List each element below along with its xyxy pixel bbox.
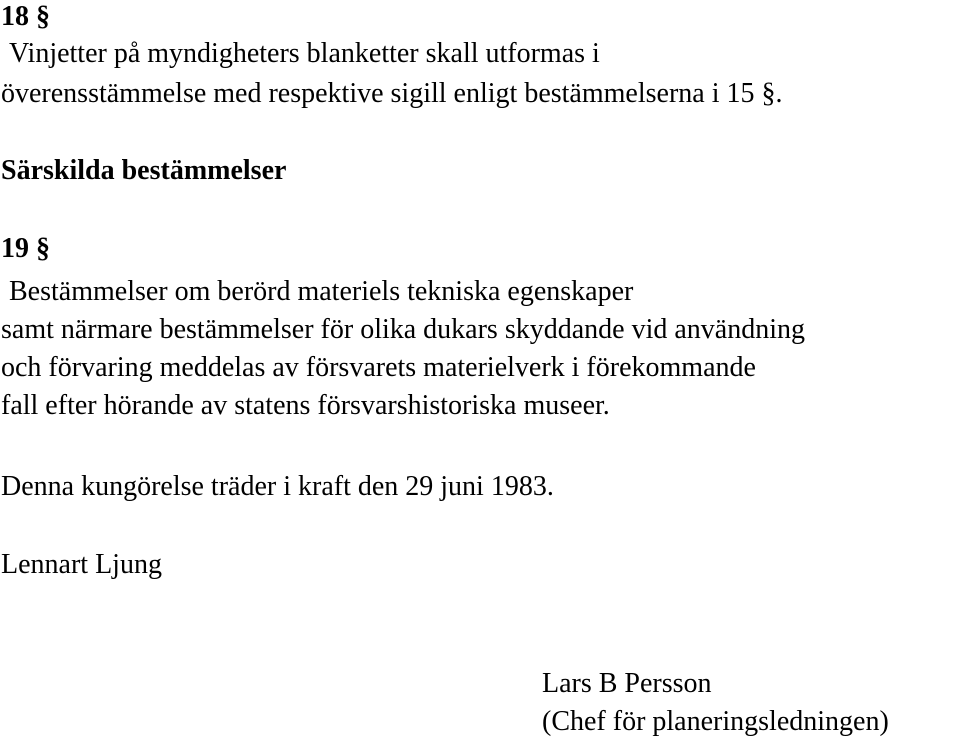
section-18-line-2: överensstämmelse med respektive sigill enligt bestämmelserna i 15 §. (1, 78, 783, 109)
signature-secondary-title: (Chef för planeringsledningen) (542, 706, 889, 737)
section-19-line-1: Bestämmelser om berörd materiels tekniska egenskaper (9, 276, 634, 307)
section-19-line-4: fall efter hörande av statens försvarshistoriska museer. (1, 390, 610, 421)
section-18-line-1: Vinjetter på myndigheters blanketter skall utformas i (9, 38, 600, 69)
section-18-heading: 18 § (1, 1, 50, 32)
effective-date-statement: Denna kungörelse träder i kraft den 29 juni 1983. (1, 471, 554, 502)
section-19-line-3: och förvaring meddelas av försvarets materielverk i förekommande (1, 352, 756, 383)
section-19-line-2: samt närmare bestämmelser för olika dukars skyddande vid användning (1, 314, 805, 345)
special-provisions-heading: Särskilda bestämmelser (1, 155, 287, 186)
signature-secondary-name: Lars B Persson (542, 668, 712, 699)
signature-primary-name: Lennart Ljung (1, 549, 162, 580)
section-19-heading: 19 § (1, 233, 50, 264)
